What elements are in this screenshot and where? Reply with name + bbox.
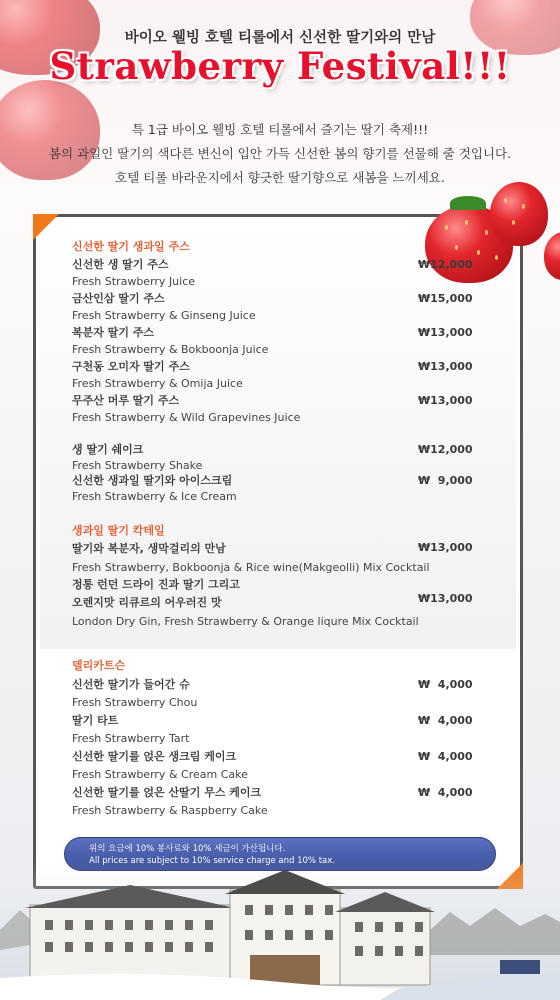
menu-item-name: 신선한 딸기를 얹은 산딸기 무스 케이크: [72, 786, 262, 799]
intro-line-3: 호텔 티롤 바라운지에서 향긋한 딸기향으로 새봄을 느끼세요.: [115, 170, 445, 185]
strawberry-leaf: [450, 196, 486, 210]
menu-item-price: ₩12,000: [418, 258, 473, 271]
menu-item-name: 정통 런던 드라이 진과 딸기 그리고: [72, 578, 240, 591]
menu-item-price: ₩ 4,000: [418, 714, 473, 727]
menu-item-english: Fresh Strawberry & Ice Cream: [72, 490, 237, 503]
menu-item-price: ₩13,000: [418, 541, 473, 554]
menu-item-english: Fresh Strawberry & Raspberry Cake: [72, 804, 268, 817]
menu-item-name: 복분자 딸기 주스: [72, 326, 155, 339]
menu-item-name: 신선한 생과일 딸기와 아이스크림: [72, 474, 233, 487]
notice-korean: 위의 요금에 10% 봉사료와 10% 세금이 가산됩니다.: [89, 844, 286, 854]
menu-item-english: Fresh Strawberry Tart: [72, 732, 190, 745]
festival-title: Strawberry Festival!!!: [49, 44, 511, 88]
intro-line-1: 특 1급 바이오 웰빙 호텔 티롤에서 즐기는 딸기 축제!!!: [131, 122, 429, 137]
menu-item-name: 신선한 생 딸기 주스: [72, 258, 169, 271]
menu-item-english: Fresh Strawberry & Bokboonja Juice: [72, 343, 269, 356]
menu-item-english: Fresh Strawberry Chou: [72, 696, 198, 709]
strawberry-image-3: [544, 232, 560, 280]
strawberry-image-2: [490, 182, 548, 246]
menu-item-price: ₩13,000: [418, 326, 473, 339]
menu-item-price: ₩13,000: [418, 592, 473, 605]
menu-item-name: 딸기 타트: [72, 714, 119, 727]
menu-item-price: ₩13,000: [418, 394, 473, 407]
section-title-juice: 신선한 딸기 생과일 주스: [72, 240, 190, 253]
menu-item-english: Fresh Strawberry & Ginseng Juice: [72, 309, 256, 322]
hotel-illustration: [0, 860, 560, 1000]
intro-line-2: 봄의 과일인 딸기의 색다른 변신이 입안 가득 신선한 봄의 향기를 선물해 줄 것입니다.: [48, 146, 512, 161]
menu-item-name-line-2: 오렌지맛 리큐르의 어우러진 맛: [72, 596, 222, 609]
menu-item-name: 금산인삼 딸기 주스: [72, 292, 165, 305]
menu-item-price: ₩12,000: [418, 443, 473, 456]
menu-item-price: ₩ 9,000: [418, 474, 473, 487]
menu-item-english: London Dry Gin, Fresh Strawberry & Orange liqure Mix Cocktail: [72, 615, 419, 628]
menu-item-price: ₩ 4,000: [418, 750, 473, 763]
menu-item-price: ₩ 4,000: [418, 678, 473, 691]
menu-item-name: 무주산 머루 딸기 주스: [72, 394, 180, 407]
section-title-cocktail: 생과일 딸기 칵테일: [72, 524, 165, 537]
menu-item-name: 신선한 딸기를 얹은 생크림 케이크: [72, 750, 237, 763]
header: [0, 0, 560, 200]
menu-item-name: 딸기와 복분자, 생막걸리의 만남: [72, 542, 226, 555]
menu-item-price: ₩13,000: [418, 360, 473, 373]
intro-text: [0, 118, 560, 190]
menu-item-english: Fresh Strawberry Juice: [72, 275, 196, 288]
menu-item-name: 신선한 딸기가 들어간 슈: [72, 678, 190, 691]
menu-item-name: 생 딸기 쉐이크: [72, 443, 144, 456]
menu-item-name: 구천동 오미자 딸기 주스: [72, 360, 190, 373]
menu-item-english: Fresh Strawberry Shake: [72, 459, 203, 472]
section-title-deli: 델리카트슨: [72, 659, 126, 672]
menu-item-english: Fresh Strawberry & Cream Cake: [72, 768, 248, 781]
menu-item-english: Fresh Strawberry & Omija Juice: [72, 377, 243, 390]
menu-item-english: Fresh Strawberry & Wild Grapevines Juice: [72, 411, 301, 424]
header-subtitle: 바이오 웰빙 호텔 티롤에서 신선한 딸기와의 만남: [124, 30, 436, 46]
menu-item-english: Fresh Strawberry, Bokboonja & Rice wine(Makgeolli) Mix Cocktail: [72, 561, 430, 574]
menu-item-price: ₩15,000: [418, 292, 473, 305]
corner-accent-top-left: [33, 214, 59, 240]
menu-item-price: ₩ 4,000: [418, 786, 473, 799]
